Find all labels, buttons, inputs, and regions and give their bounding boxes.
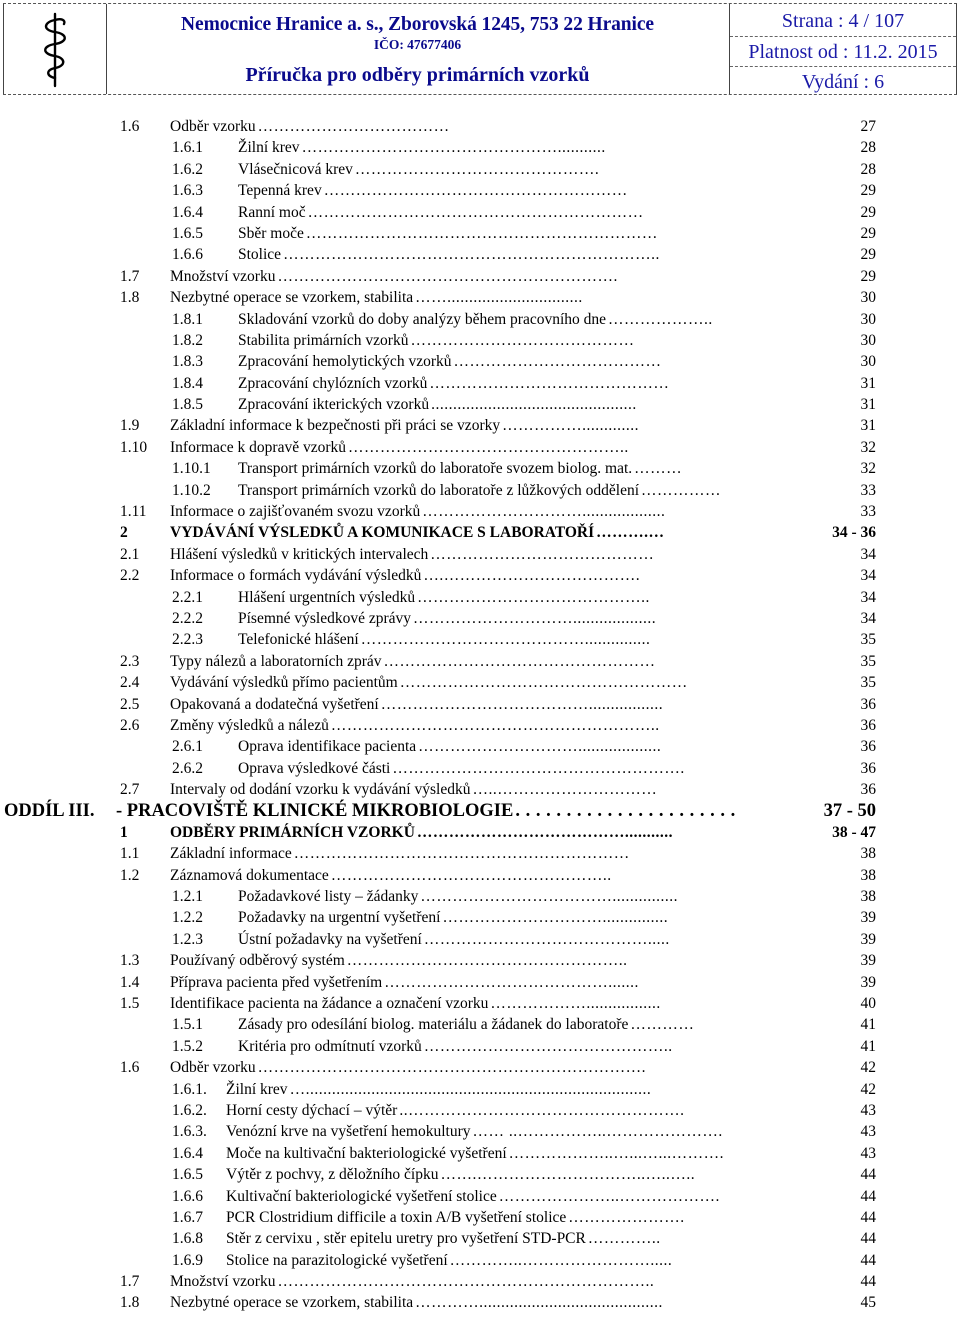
toc-entry-page: 43 (860, 1123, 876, 1141)
toc-entry-leader: …............................................................................... (289, 1080, 652, 1098)
toc-entry-leader: …………………………………… (410, 331, 635, 349)
toc-entry[interactable] (0, 929, 960, 950)
toc-entry-number: 1.8.3 (172, 353, 203, 371)
toc-entry-page: 31 (860, 396, 876, 414)
toc-entry[interactable] (0, 223, 960, 244)
toc-entry-number: 1.6.2 (172, 160, 203, 178)
toc-entry-title: Stěr z cervixu , stěr epitelu uretry pro vyšetření STD-PCR (226, 1230, 586, 1248)
toc-entry-leader: ………………................. (490, 995, 661, 1013)
toc-entry-leader: ……………………………………....... (384, 973, 639, 991)
toc-entry-title: Výtěr z pochvy, z děložního čípku (226, 1166, 439, 1184)
toc-entry-number: 1.8 (120, 289, 140, 307)
toc-entry-title: Hlášení výsledků v kritických intervalech (170, 545, 429, 563)
table-of-contents (0, 116, 960, 1314)
toc-entry[interactable] (0, 651, 960, 672)
toc-entry-title: Transport primárních vzorků do laboratoře svozem biolog. mat. (238, 460, 633, 478)
toc-entry-number: 1.6.4 (172, 1144, 203, 1162)
toc-entry[interactable] (0, 137, 960, 158)
toc-entry-leader: ……………….. (608, 310, 713, 328)
toc-entry-page: 39 (860, 952, 876, 970)
toc-entry[interactable] (0, 1143, 960, 1164)
toc-entry-number: 1.9 (120, 417, 140, 435)
toc-entry-leader: ……………………………………….. (423, 1037, 673, 1055)
toc-entry-leader: …………………………................... (418, 738, 662, 756)
toc-entry-page: 44 (860, 1166, 876, 1184)
toc-entry-page: 31 (860, 374, 876, 392)
toc-entry-number: 2.3 (120, 652, 140, 670)
toc-entry-page: 29 (860, 267, 876, 285)
toc-entry-leader: ……………………………………… (429, 374, 670, 392)
toc-entry-number: 1.2 (120, 866, 140, 884)
toc-entry-leader: . . . . . . . . . . . . . . . . . . . . . . (515, 800, 736, 821)
toc-entry-page: 44 (860, 1251, 876, 1269)
toc-entry-page: 30 (860, 289, 876, 307)
toc-entry-number: 2 (120, 524, 128, 542)
toc-entry-page: 32 (860, 438, 876, 456)
manual-title: Příručka pro odběry primárních vzorků (245, 64, 590, 86)
toc-entry-leader: ……………............. (502, 417, 639, 435)
toc-entry-leader: …………………………............... (442, 909, 669, 927)
header-meta-cell (730, 4, 957, 94)
toc-entry[interactable] (0, 587, 960, 608)
toc-entry-title: Záznamová dokumentace (170, 866, 329, 884)
toc-entry[interactable] (0, 843, 960, 864)
toc-entry-leader: ………………………………………. (354, 160, 600, 178)
toc-entry-page: 40 (860, 995, 876, 1013)
toc-entry-number: 2.6 (120, 716, 140, 734)
toc-entry-page: 36 (860, 716, 876, 734)
toc-entry[interactable] (0, 1014, 960, 1035)
toc-entry[interactable] (0, 886, 960, 907)
toc-entry[interactable] (0, 1079, 960, 1100)
toc-entry[interactable] (0, 1164, 960, 1185)
toc-entry-title: Množství vzorku (170, 267, 276, 285)
toc-entry[interactable] (0, 287, 960, 308)
toc-entry[interactable] (0, 1036, 960, 1057)
toc-entry-leader: …………………………………………….. (346, 952, 628, 970)
toc-entry[interactable] (0, 202, 960, 223)
header-title-cell (106, 4, 730, 94)
toc-entry[interactable] (0, 736, 960, 757)
toc-entry[interactable] (0, 608, 960, 629)
toc-entry-page: 44 (860, 1273, 876, 1291)
toc-entry[interactable] (0, 993, 960, 1014)
toc-entry-page: 43 (860, 1101, 876, 1119)
toc-entry-number: 2.7 (120, 781, 140, 799)
toc-entry-page: 30 (860, 331, 876, 349)
toc-entry-page: 28 (860, 160, 876, 178)
toc-entry-title: Stolice na parazitologické vyšetření (226, 1251, 448, 1269)
toc-entry-title: Informace k dopravě vzorků (170, 438, 347, 456)
toc-entry-number: 1.11 (120, 503, 147, 521)
toc-entry-leader: …………………. (568, 1208, 685, 1226)
toc-entry-title: ODBĚRY PRIMÁRNÍCH VZORKŮ (170, 823, 415, 841)
toc-entry-number: 1.6.1 (172, 139, 203, 157)
toc-entry-page: 38 (860, 866, 876, 884)
toc-entry-number: 2.1 (120, 545, 140, 563)
toc-entry[interactable] (0, 330, 960, 351)
toc-entry-leader: ……………………………… (257, 118, 450, 135)
toc-entry-title: Informace o formách vydávání výsledků (170, 567, 422, 585)
toc-entry-leader: …………………………………………………………….. (277, 1273, 655, 1291)
toc-entry-page: 38 (860, 888, 876, 906)
toc-entry-leader: …………………………................... (422, 503, 666, 521)
toc-entry[interactable] (0, 480, 960, 501)
toc-entry-page: 36 (860, 759, 876, 777)
toc-entry-title: Stabilita primárních vzorků (238, 331, 409, 349)
toc-entry[interactable] (0, 159, 960, 180)
toc-entry-page: 31 (860, 417, 876, 435)
toc-entry-page: 29 (860, 203, 876, 221)
toc-entry-title: Tepenná krev (238, 182, 322, 200)
toc-entry-title: Intervaly od dodání vzorku k vydávání výsledků (170, 781, 471, 799)
toc-entry-title: Písemné výsledkové zprávy (238, 609, 412, 627)
toc-entry-page: 36 (860, 695, 876, 713)
toc-entry-title: Kritéria pro odmítnutí vzorků (238, 1037, 422, 1055)
toc-entry-title: Telefonické hlášení (238, 631, 359, 649)
toc-entry-title: Ústní požadavky na vyšetření (238, 930, 422, 948)
toc-entry-page: 42 (860, 1059, 876, 1077)
toc-entry-leader: …………………………………………........... (301, 139, 606, 157)
toc-entry-number: 1.6.2. (172, 1101, 207, 1119)
toc-entry-page: 29 (860, 182, 876, 200)
toc-entry-page: 39 (860, 973, 876, 991)
toc-entry-title: Příprava pacienta před vyšetřením (170, 973, 383, 991)
toc-entry-leader: ……… (634, 460, 683, 478)
toc-entry-title: Informace o zajišťovaném svozu vzorků (170, 503, 421, 521)
toc-entry-number: 1.6.6 (172, 246, 203, 264)
toc-entry-number: 1.8 (120, 1294, 140, 1312)
toc-entry-title: Transport primárních vzorků do laboratoře z lůžkových oddělení (238, 481, 640, 499)
toc-entry-number: 1.4 (120, 973, 140, 991)
page-number: Strana : 4 / 107 (781, 10, 905, 32)
logo-cell (3, 4, 107, 94)
toc-entry-page: 44 (860, 1187, 876, 1205)
toc-entry-number: 1.6.6 (172, 1187, 203, 1205)
toc-entry-number: 1.8.4 (172, 374, 203, 392)
organization-id: IČO: 47677406 (373, 37, 462, 52)
toc-entry-leader: …….…………………………..…..….. (440, 1166, 696, 1184)
toc-entry-page: 35 (860, 652, 876, 670)
toc-entry-number: 1.2.1 (172, 888, 203, 906)
toc-entry[interactable] (0, 1100, 960, 1121)
toc-entry-title: Ranní moč (238, 203, 306, 221)
toc-entry-title: - PRACOVIŠTĚ KLINICKÉ MIKROBIOLOGIE (116, 800, 514, 821)
toc-entry-title: Identifikace pacienta na žádance a označení vzorku (170, 995, 489, 1013)
toc-entry-number: 1.6.9 (172, 1251, 203, 1269)
toc-entry-number: 2.6.1 (172, 738, 203, 756)
toc-entry-page: 44 (860, 1230, 876, 1248)
toc-entry-leader: …………… (641, 481, 722, 499)
toc-entry-number: 1.6.5 (172, 1166, 203, 1184)
toc-entry-title: Typy nálezů a laboratorních zpráv (170, 652, 382, 670)
toc-entry[interactable] (0, 972, 960, 993)
toc-entry-number: 2.4 (120, 674, 140, 692)
toc-entry-number: 1.6.3 (172, 182, 203, 200)
toc-entry-number: 1.8.2 (172, 331, 203, 349)
toc-entry[interactable] (0, 501, 960, 522)
toc-entry-leader: …………………………………….. (417, 588, 650, 606)
document-header (3, 3, 957, 95)
toc-entry[interactable] (0, 180, 960, 201)
toc-entry-leader: ……………………………………………………… (307, 203, 644, 221)
toc-entry-leader: ………………………………………………………………. (257, 1059, 647, 1077)
toc-entry-page: 29 (860, 246, 876, 264)
toc-entry-title: Oprava identifikace pacienta (238, 738, 417, 756)
toc-entry-title: Opakovaná a dodatečná vyšetření (170, 695, 379, 713)
toc-entry-title: Vlásečnicová krev (238, 160, 353, 178)
toc-entry[interactable] (0, 1250, 960, 1271)
toc-entry-number: 2.6.2 (172, 759, 203, 777)
toc-entry-leader: …………………………................... (413, 609, 657, 627)
toc-entry-number: 2.2.3 (172, 631, 203, 649)
toc-entry-page: 34 (860, 567, 876, 585)
toc-entry-leader: …………………………………………….. (330, 866, 612, 884)
toc-entry[interactable] (0, 1121, 960, 1142)
toc-entry-title: Používaný odběrový systém (170, 952, 345, 970)
toc-entry-leader: …………………………………………………….. (330, 716, 660, 734)
toc-entry-title: Hlášení urgentních výsledků (238, 588, 416, 606)
toc-entry-title: Požadavky na urgentní vyšetření (238, 909, 441, 927)
toc-entry-page: 32 (860, 460, 876, 478)
meta-divider (730, 36, 956, 37)
toc-entry[interactable] (0, 715, 960, 736)
toc-entry-number: 1.5.2 (172, 1037, 203, 1055)
organization-name: Nemocnice Hranice a. s., Zborovská 1245, 753 22 Hranice (181, 14, 654, 35)
toc-entry-page: 27 (860, 118, 876, 135)
meta-divider (730, 66, 956, 67)
toc-entry-number: 1.2.3 (172, 930, 203, 948)
toc-entry-leader: ………………………………………………… (323, 182, 628, 200)
toc-entry-number: 1.7 (120, 267, 140, 285)
toc-entry-title: Venózní krve na vyšetření hemokultury (226, 1123, 471, 1141)
toc-entry-leader: …………………………………………… (383, 652, 656, 670)
toc-entry[interactable] (0, 779, 960, 800)
toc-entry-title: Nezbytné operace se vzorkem, stabilita (170, 1294, 414, 1312)
toc-entry-title: Moče na kultivační bakteriologické vyšetření (226, 1144, 507, 1162)
toc-entry-page: 39 (860, 930, 876, 948)
toc-entry[interactable] (0, 1228, 960, 1249)
toc-entry[interactable] (0, 522, 960, 543)
toc-entry-page: 28 (860, 139, 876, 157)
toc-entry[interactable] (0, 822, 960, 843)
toc-entry-leader: …………………..………………. (498, 1187, 720, 1205)
toc-entry-number: 2.2.1 (172, 588, 203, 606)
toc-entry-leader: ………………..…...…...………. (508, 1144, 725, 1162)
toc-entry[interactable] (0, 865, 960, 886)
toc-entry-number: 2.2.2 (172, 609, 203, 627)
valid-from: Platnost od : 11.2. 2015 (748, 41, 938, 63)
toc-entry-page: 29 (860, 224, 876, 242)
toc-entry[interactable] (0, 1207, 960, 1228)
toc-entry-title: Zásady pro odesílání biolog. materiálu a žádanek do laboratoře (238, 1016, 629, 1034)
toc-entry-page: 35 (860, 674, 876, 692)
toc-entry-title: Oprava výsledkové části (238, 759, 391, 777)
toc-entry-number: 1.6 (120, 118, 140, 135)
toc-entry-leader: ..……………………………………………. (399, 1101, 685, 1119)
toc-entry[interactable] (0, 394, 960, 415)
toc-entry-number: 1.6 (120, 1059, 140, 1077)
toc-entry[interactable] (0, 116, 960, 137)
toc-entry-title: Stolice (238, 246, 282, 264)
toc-entry-title: Odběr vzorku (170, 118, 256, 135)
toc-entry[interactable] (0, 458, 960, 479)
toc-entry[interactable] (0, 266, 960, 287)
toc-entry-leader: ……………………………………………………… (293, 845, 630, 863)
header-bottom-border (3, 94, 957, 95)
toc-entry-title: Nezbytné operace se vzorkem, stabilita (170, 289, 414, 307)
toc-entry-page: 42 (860, 1080, 876, 1098)
toc-entry[interactable] (0, 437, 960, 458)
toc-entry-number: 1 (120, 823, 128, 841)
toc-entry-leader: …………………………………................. (380, 695, 664, 713)
toc-entry-title: Žilní krev (238, 139, 300, 157)
toc-entry-number: 1.1 (120, 845, 140, 863)
toc-entry-page: 39 (860, 909, 876, 927)
toc-entry-page: 34 (860, 588, 876, 606)
toc-entry[interactable] (0, 565, 960, 586)
toc-entry[interactable] (0, 1292, 960, 1313)
toc-entry-number: 1.10 (120, 438, 148, 456)
toc-entry-number: 1.2.2 (172, 909, 203, 927)
toc-entry-number: 2.2 (120, 567, 140, 585)
toc-entry-number: ODDÍL III. (4, 800, 95, 821)
toc-entry-leader: ………….......................................... (415, 1294, 663, 1312)
toc-entry[interactable] (0, 801, 960, 822)
toc-entry-page: 34 (860, 609, 876, 627)
toc-entry-leader: ………………………………………………………… (305, 224, 658, 242)
toc-entry[interactable] (0, 415, 960, 436)
toc-entry-page: 30 (860, 310, 876, 328)
toc-entry-title: VYDÁVÁNÍ VÝSLEDKŮ A KOMUNIKACE S LABORATOŘÍ (170, 524, 595, 542)
toc-entry-title: Vydávání výsledků přímo pacientům (170, 674, 398, 692)
toc-entry[interactable] (0, 1271, 960, 1292)
toc-entry-leader: ………….. (587, 1230, 661, 1248)
toc-entry-leader: …… ..……………..…………………. (472, 1123, 723, 1141)
toc-entry-title: Zpracování hemolytických vzorků (238, 353, 452, 371)
toc-entry-number: 1.10.2 (172, 481, 211, 499)
toc-entry[interactable] (0, 629, 960, 650)
toc-entry-page: 37 - 50 (823, 800, 876, 821)
toc-entry-title: PCR Clostridium difficile a toxin A/B vyšetření stolice (226, 1208, 567, 1226)
toc-entry[interactable] (0, 694, 960, 715)
toc-entry-number: 1.6.7 (172, 1208, 203, 1226)
toc-entry[interactable] (0, 758, 960, 779)
toc-entry-number: 1.5.1 (172, 1016, 203, 1034)
toc-entry[interactable] (0, 1057, 960, 1078)
toc-entry-leader: ………………………………… (453, 353, 662, 371)
toc-entry-number: 1.10.1 (172, 460, 211, 478)
toc-entry-leader: …………………………………........... (416, 823, 674, 841)
toc-entry-page: 43 (860, 1144, 876, 1162)
toc-entry-title: Požadavkové listy – žádanky (238, 888, 419, 906)
toc-entry[interactable] (0, 1186, 960, 1207)
toc-entry-number: 1.8.5 (172, 396, 203, 414)
toc-entry-leader: ……….… (596, 524, 665, 542)
toc-entry-title: Množství vzorku (170, 1273, 276, 1291)
toc-entry[interactable] (0, 907, 960, 928)
toc-entry[interactable] (0, 351, 960, 372)
toc-entry-number: 2.5 (120, 695, 140, 713)
toc-entry-title: Kultivační bakteriologické vyšetření stolice (226, 1187, 497, 1205)
toc-entry-page: 44 (860, 1208, 876, 1226)
toc-entry[interactable] (0, 950, 960, 971)
toc-entry-page: 35 (860, 631, 876, 649)
toc-entry-page: 45 (860, 1294, 876, 1312)
toc-entry-page: 38 - 47 (832, 823, 876, 841)
toc-entry-page: 38 (860, 845, 876, 863)
toc-entry-leader: ............................................... (431, 396, 637, 414)
toc-entry-leader: ….………………………………. (423, 567, 641, 585)
toc-entry-title: Zpracování chylózních vzorků (238, 374, 428, 392)
toc-entry-title: Horní cesty dýchací – výtěr (226, 1101, 398, 1119)
toc-entry-leader: ……………………………………............... (360, 631, 651, 649)
toc-entry-number: 1.6.5 (172, 224, 203, 242)
toc-entry-page: 34 - 36 (832, 524, 876, 542)
toc-entry-title: Základní informace k bezpečnosti při práci se vzorky (170, 417, 501, 435)
caduceus-icon (30, 12, 80, 88)
toc-entry-title: Zpracování ikterických vzorků (238, 396, 430, 414)
toc-entry-leader: …………………………………………….. (348, 438, 629, 456)
toc-entry-number: 1.8.1 (172, 310, 203, 328)
toc-entry-leader: …………………………………… (430, 545, 655, 563)
toc-entry-page: 36 (860, 781, 876, 799)
toc-entry-title: Žilní krev (226, 1080, 288, 1098)
toc-entry-page: 41 (860, 1016, 876, 1034)
toc-entry-page: 33 (860, 481, 876, 499)
toc-entry-page: 30 (860, 353, 876, 371)
toc-entry-title: Skladování vzorků do doby analýzy během pracovního dne (238, 310, 607, 328)
toc-entry-leader: …………..……………………..... (449, 1251, 673, 1269)
toc-entry-title: Sběr moče (238, 224, 304, 242)
toc-entry-page: 36 (860, 738, 876, 756)
toc-entry-page: 34 (860, 545, 876, 563)
toc-entry-title: Základní informace (170, 845, 292, 863)
toc-entry-page: 41 (860, 1037, 876, 1055)
toc-entry-number: 1.6.3. (172, 1123, 207, 1141)
toc-entry[interactable] (0, 309, 960, 330)
toc-entry-leader: ……............................... (415, 289, 583, 307)
toc-entry-title: Změny výsledků a nálezů (170, 716, 329, 734)
toc-entry-leader: ………………………………............... (420, 888, 678, 906)
toc-entry-number: 1.7 (120, 1273, 140, 1291)
edition: Vydání : 6 (801, 71, 885, 93)
toc-entry-leader: ……………………………………………… (399, 674, 688, 692)
toc-entry-leader: ………………………………………………. (392, 759, 685, 777)
toc-entry-number: 1.5 (120, 995, 140, 1013)
toc-entry[interactable] (0, 544, 960, 565)
toc-entry-number: 1.6.4 (172, 203, 203, 221)
toc-entry[interactable] (0, 373, 960, 394)
toc-entry-page: 33 (860, 503, 876, 521)
toc-entry-leader: …………………………………………………………….. (283, 246, 660, 264)
toc-entry[interactable] (0, 244, 960, 265)
toc-entry-leader: ………………………………………………………. (277, 267, 618, 285)
toc-entry-number: 1.6.8 (172, 1230, 203, 1248)
toc-entry-leader: ………… (630, 1016, 695, 1034)
toc-entry-leader: ……………………………………..... (423, 930, 670, 948)
toc-entry-title: Odběr vzorku (170, 1059, 256, 1077)
toc-entry-leader: …..………………………… (472, 781, 658, 799)
toc-entry-number: 1.6.1. (172, 1080, 207, 1098)
toc-entry[interactable] (0, 672, 960, 693)
toc-entry-number: 1.3 (120, 952, 140, 970)
